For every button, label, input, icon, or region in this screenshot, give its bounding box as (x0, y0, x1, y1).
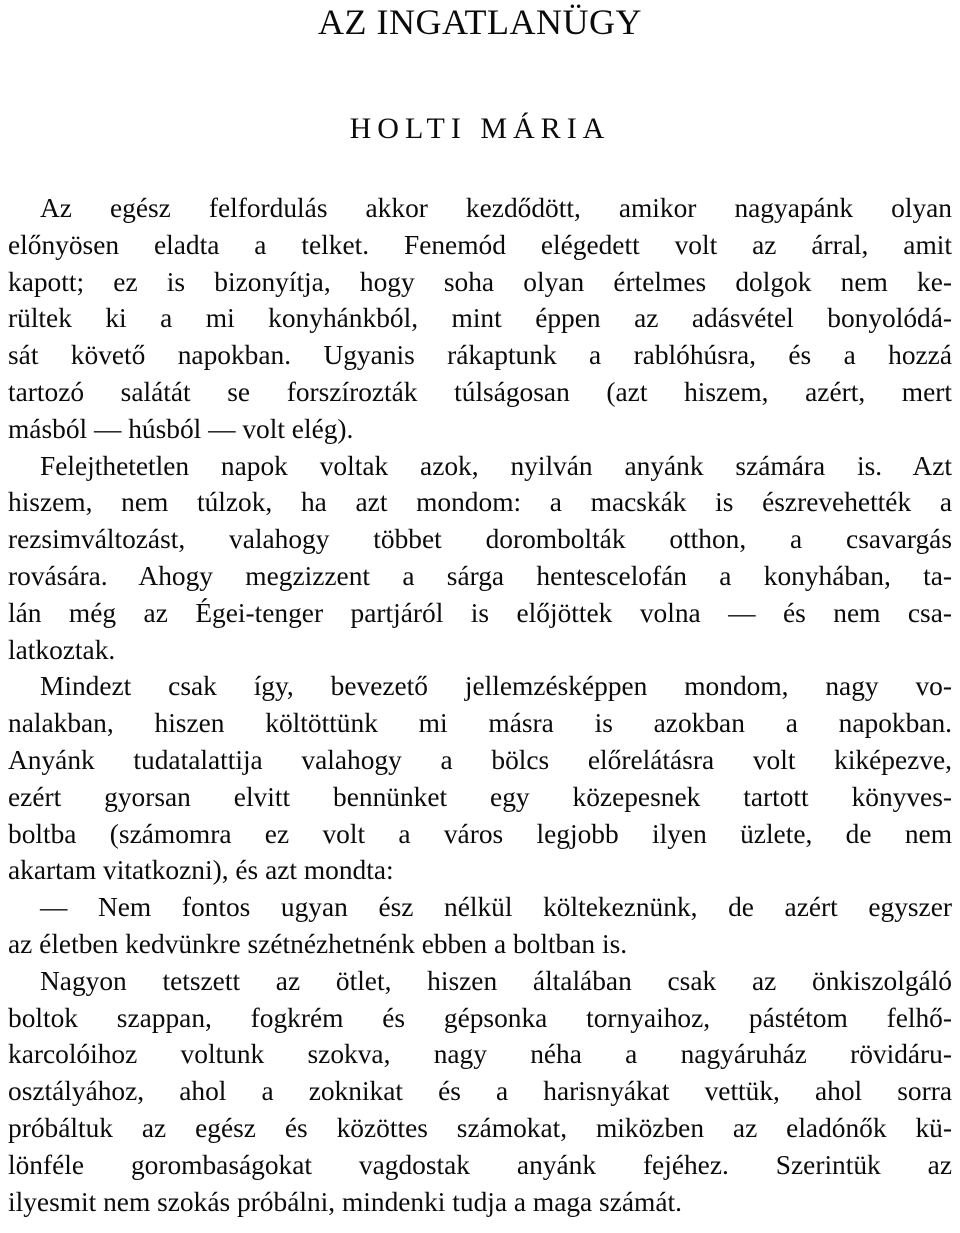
text-line: hiszem, nem túlzok, ha azt mondom: a macskák is észrevehették a (8, 487, 952, 518)
paragraph (8, 668, 952, 889)
text-line: másból — húsból — volt elég). (8, 413, 354, 444)
text-line: rezsimváltozást, valahogy többet dorombolták otthon, a csavargás (8, 524, 952, 555)
text-line: Az egész felfordulás akkor kezdődött, amikor nagyapánk olyan (40, 193, 952, 223)
body-text (8, 190, 952, 1220)
paragraph (8, 889, 952, 963)
text-line: latkoztak. (8, 634, 116, 665)
text-line: boltok szappan, fogkrém és gépsonka tornyaihoz, pástétom felhő- (8, 1002, 952, 1033)
running-head: AZ INGATLANÜGY (318, 2, 642, 42)
text-line: az életben kedvünkre szétnézhetnénk ebben a boltban is. (8, 928, 628, 959)
text-line: boltba (számomra ez volt a város legjobb ilyen üzlete, de nem (8, 818, 952, 849)
text-line: karcolóihoz voltunk szokva, nagy néha a nagyáruház rövidáru- (8, 1039, 952, 1070)
text-line: Felejthetetlen napok voltak azok, nyilván anyánk számára is. Azt (40, 450, 952, 481)
paragraph (8, 448, 952, 669)
text-line: ilyesmit nem szokás próbálni, mindenki tudja a maga számát. (8, 1186, 682, 1217)
text-line: tartozó salátát se forszírozták túlságosan (azt hiszem, azért, mert (8, 376, 952, 407)
text-line: nalakban, hiszen költöttünk mi másra is azokban a napokban. (8, 708, 952, 739)
paragraph (8, 190, 952, 448)
text-line: rovására. Ahogy megzizzent a sárga hentescelofán a konyhában, ta- (8, 560, 952, 591)
text-line: osztályához, ahol a zoknikat és a harisnyákat vettük, ahol sorra (8, 1076, 952, 1107)
text-line: lönféle gorombaságokat vagdostak anyánk fejéhez. Szerintük az (8, 1149, 952, 1180)
text-line: lán még az Égei-tenger partjáról is előjöttek volna — és nem csa- (8, 597, 952, 628)
text-line: kapott; ez is bizonyítja, hogy soha olyan értelmes dolgok nem ke- (8, 266, 952, 297)
text-line: Nagyon tetszett az ötlet, hiszen általában csak az önkiszolgáló (40, 965, 952, 996)
text-line: Anyánk tudatalattija valahogy a bölcs előrelátásra volt kiképezve, (8, 744, 952, 775)
text-line: rültek ki a mi konyhánkból, mint éppen az adásvétel bonyolódá- (8, 303, 952, 334)
author-name: HOLTI MÁRIA (349, 112, 611, 145)
text-line: ezért gyorsan elvitt bennünket egy közepesnek tartott könyves- (8, 781, 952, 812)
text-line: előnyösen eladta a telket. Fenemód elégedett volt az árral, amit (8, 229, 952, 260)
text-line: sát követő napokban. Ugyanis rákaptunk a rablóhúsra, és a hozzá (8, 340, 952, 371)
text-line: próbáltuk az egész és közöttes számokat, miközben az eladónők kü- (8, 1112, 952, 1143)
text-line: — Nem fontos ugyan ész nélkül költekeznünk, de azért egyszer (40, 892, 952, 923)
text-line: akartam vitatkozni), és azt mondta: (8, 855, 394, 886)
paragraph (8, 963, 952, 1221)
text-line: Mindezt csak így, bevezető jellemzésképpen mondom, nagy vo- (40, 671, 952, 702)
